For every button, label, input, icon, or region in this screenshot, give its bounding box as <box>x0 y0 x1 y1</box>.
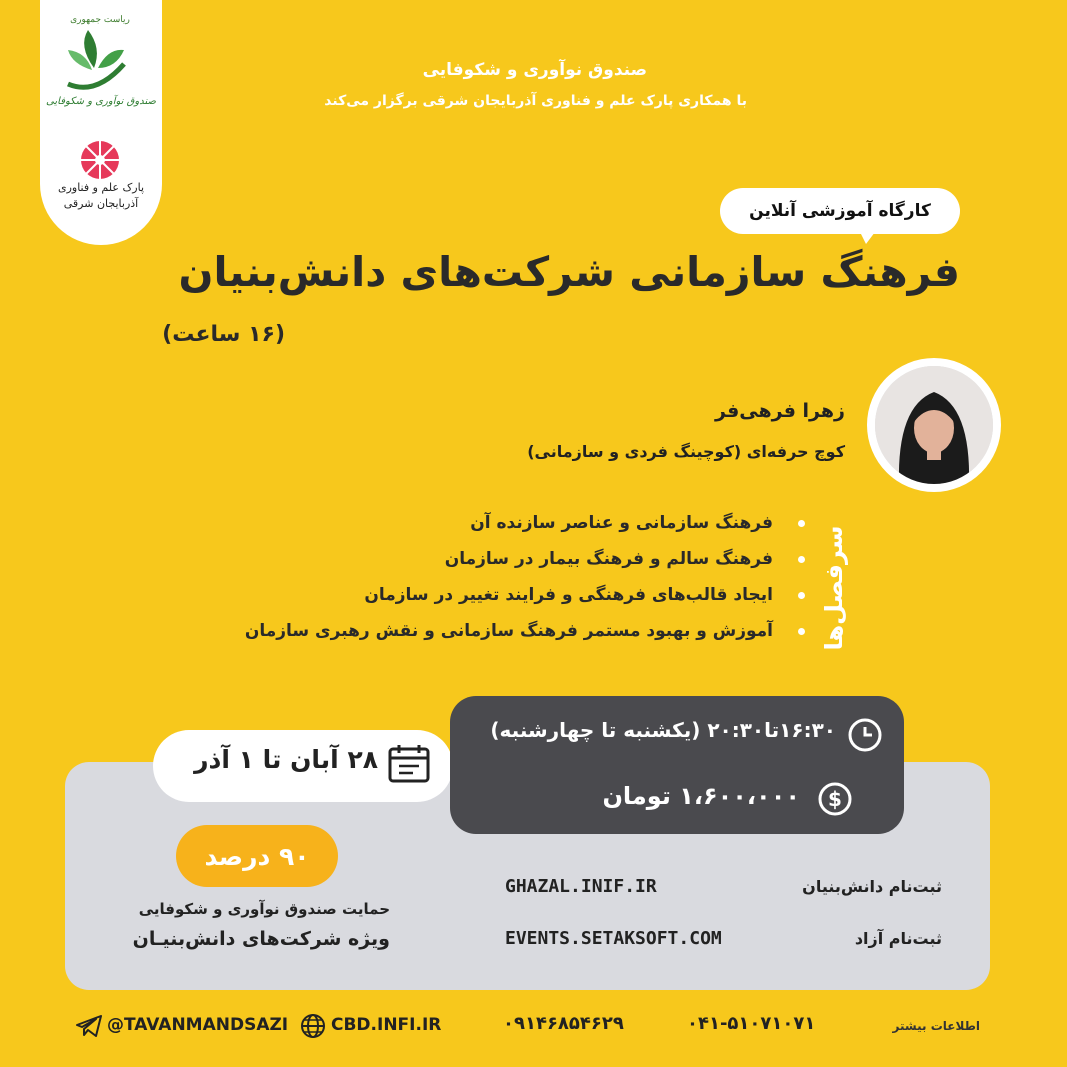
topic-item <box>0 577 805 613</box>
topic-item <box>0 541 805 577</box>
clock-icon <box>848 718 882 752</box>
science-park-name <box>42 180 160 212</box>
support-line-2: ویژه شرکت‌های دانش‌بنیـان <box>132 928 390 950</box>
person-icon <box>875 366 993 484</box>
organizer-title: صندوق نوآوری و شکوفایی <box>422 60 647 80</box>
website-link[interactable]: CBD.INFI.IR <box>331 1015 442 1035</box>
event-type-bubble: کارگاه آموزشی آنلاین <box>720 188 960 234</box>
support-line-1: حمایت صندوق نوآوری و شکوفایی <box>138 900 390 918</box>
bullet-icon <box>798 556 805 563</box>
dollar-icon <box>818 782 852 816</box>
discount-badge: ۹۰ درصد <box>176 825 338 887</box>
globe-icon <box>300 1013 326 1039</box>
topic-text: فرهنگ سازمانی و عناصر سازنده آن <box>470 513 773 533</box>
more-info-label: اطلاعات بیشتر <box>892 1019 980 1033</box>
speaker-avatar <box>875 366 993 484</box>
bullet-icon <box>798 592 805 599</box>
telegram-handle[interactable]: @TAVANMANDSAZI <box>107 1015 289 1035</box>
calendar-icon <box>387 744 431 784</box>
bullet-icon <box>798 520 805 527</box>
bubble-tail <box>858 228 878 244</box>
event-dates: ۲۸ آبان تا ۱ آذر <box>194 745 378 774</box>
topic-text: آموزش و بهبود مستمر فرهنگ سازمانی و نقش رهبری سازمان <box>244 621 773 641</box>
speaker-role: کوچ حرفه‌ای (کوچینگ فردی و سازمانی) <box>527 442 845 461</box>
event-duration: (۱۶ ساعت) <box>162 322 285 347</box>
event-title: فرهنگ سازمانی شرکت‌های دانش‌بنیان <box>178 248 960 296</box>
registration-label-free: ثبت‌نام آزاد <box>854 929 942 948</box>
topic-text: ایجاد قالب‌های فرهنگی و فرایند تغییر در سازمان <box>364 585 773 605</box>
registration-link-free[interactable]: EVENTS.SETAKSOFT.COM <box>505 928 722 949</box>
fund-leaf-logo-icon <box>58 24 134 94</box>
topics-label <box>812 518 856 658</box>
park-name-line1: پارک علم و فناوری <box>57 181 145 194</box>
svg-text:$: $ <box>828 787 842 811</box>
event-time: ۱۶:۳۰تا۲۰:۳۰ (یکشنبه تا چهارشنبه) <box>490 718 836 742</box>
bullet-icon <box>798 628 805 635</box>
registration-label-knowledge-based: ثبت‌نام دانش‌بنیان <box>802 877 942 896</box>
presidency-seal-text: ریاست جمهوری <box>70 15 130 25</box>
topic-text: فرهنگ سالم و فرهنگ بیمار در سازمان <box>444 549 773 569</box>
topics-label-text: سرفصل‌ها <box>820 525 848 651</box>
topic-item <box>0 613 805 649</box>
registration-link-knowledge-based[interactable]: GHAZAL.INIF.IR <box>505 876 657 897</box>
event-price: ۱،۶۰۰،۰۰۰ تومان <box>602 782 800 810</box>
phone-landline[interactable]: ۰۴۱-۵۱۰۷۱۰۷۱ <box>687 1013 816 1034</box>
topic-item <box>0 505 805 541</box>
speaker-name: زهرا فرهی‌فر <box>715 400 845 422</box>
park-name-line2: آذربایجان شرقی <box>63 197 139 210</box>
science-park-logo-icon <box>80 140 120 180</box>
organizer-subtitle: با همکاری پارک علم و فناوری آذربایجان شرقی برگزار می‌کند <box>324 93 747 109</box>
phone-mobile[interactable]: ۰۹۱۴۶۸۵۴۶۲۹ <box>503 1013 624 1034</box>
topics-list <box>0 505 805 649</box>
telegram-icon <box>75 1014 103 1038</box>
fund-signature: صندوق نوآوری و شکوفایی <box>46 96 156 107</box>
